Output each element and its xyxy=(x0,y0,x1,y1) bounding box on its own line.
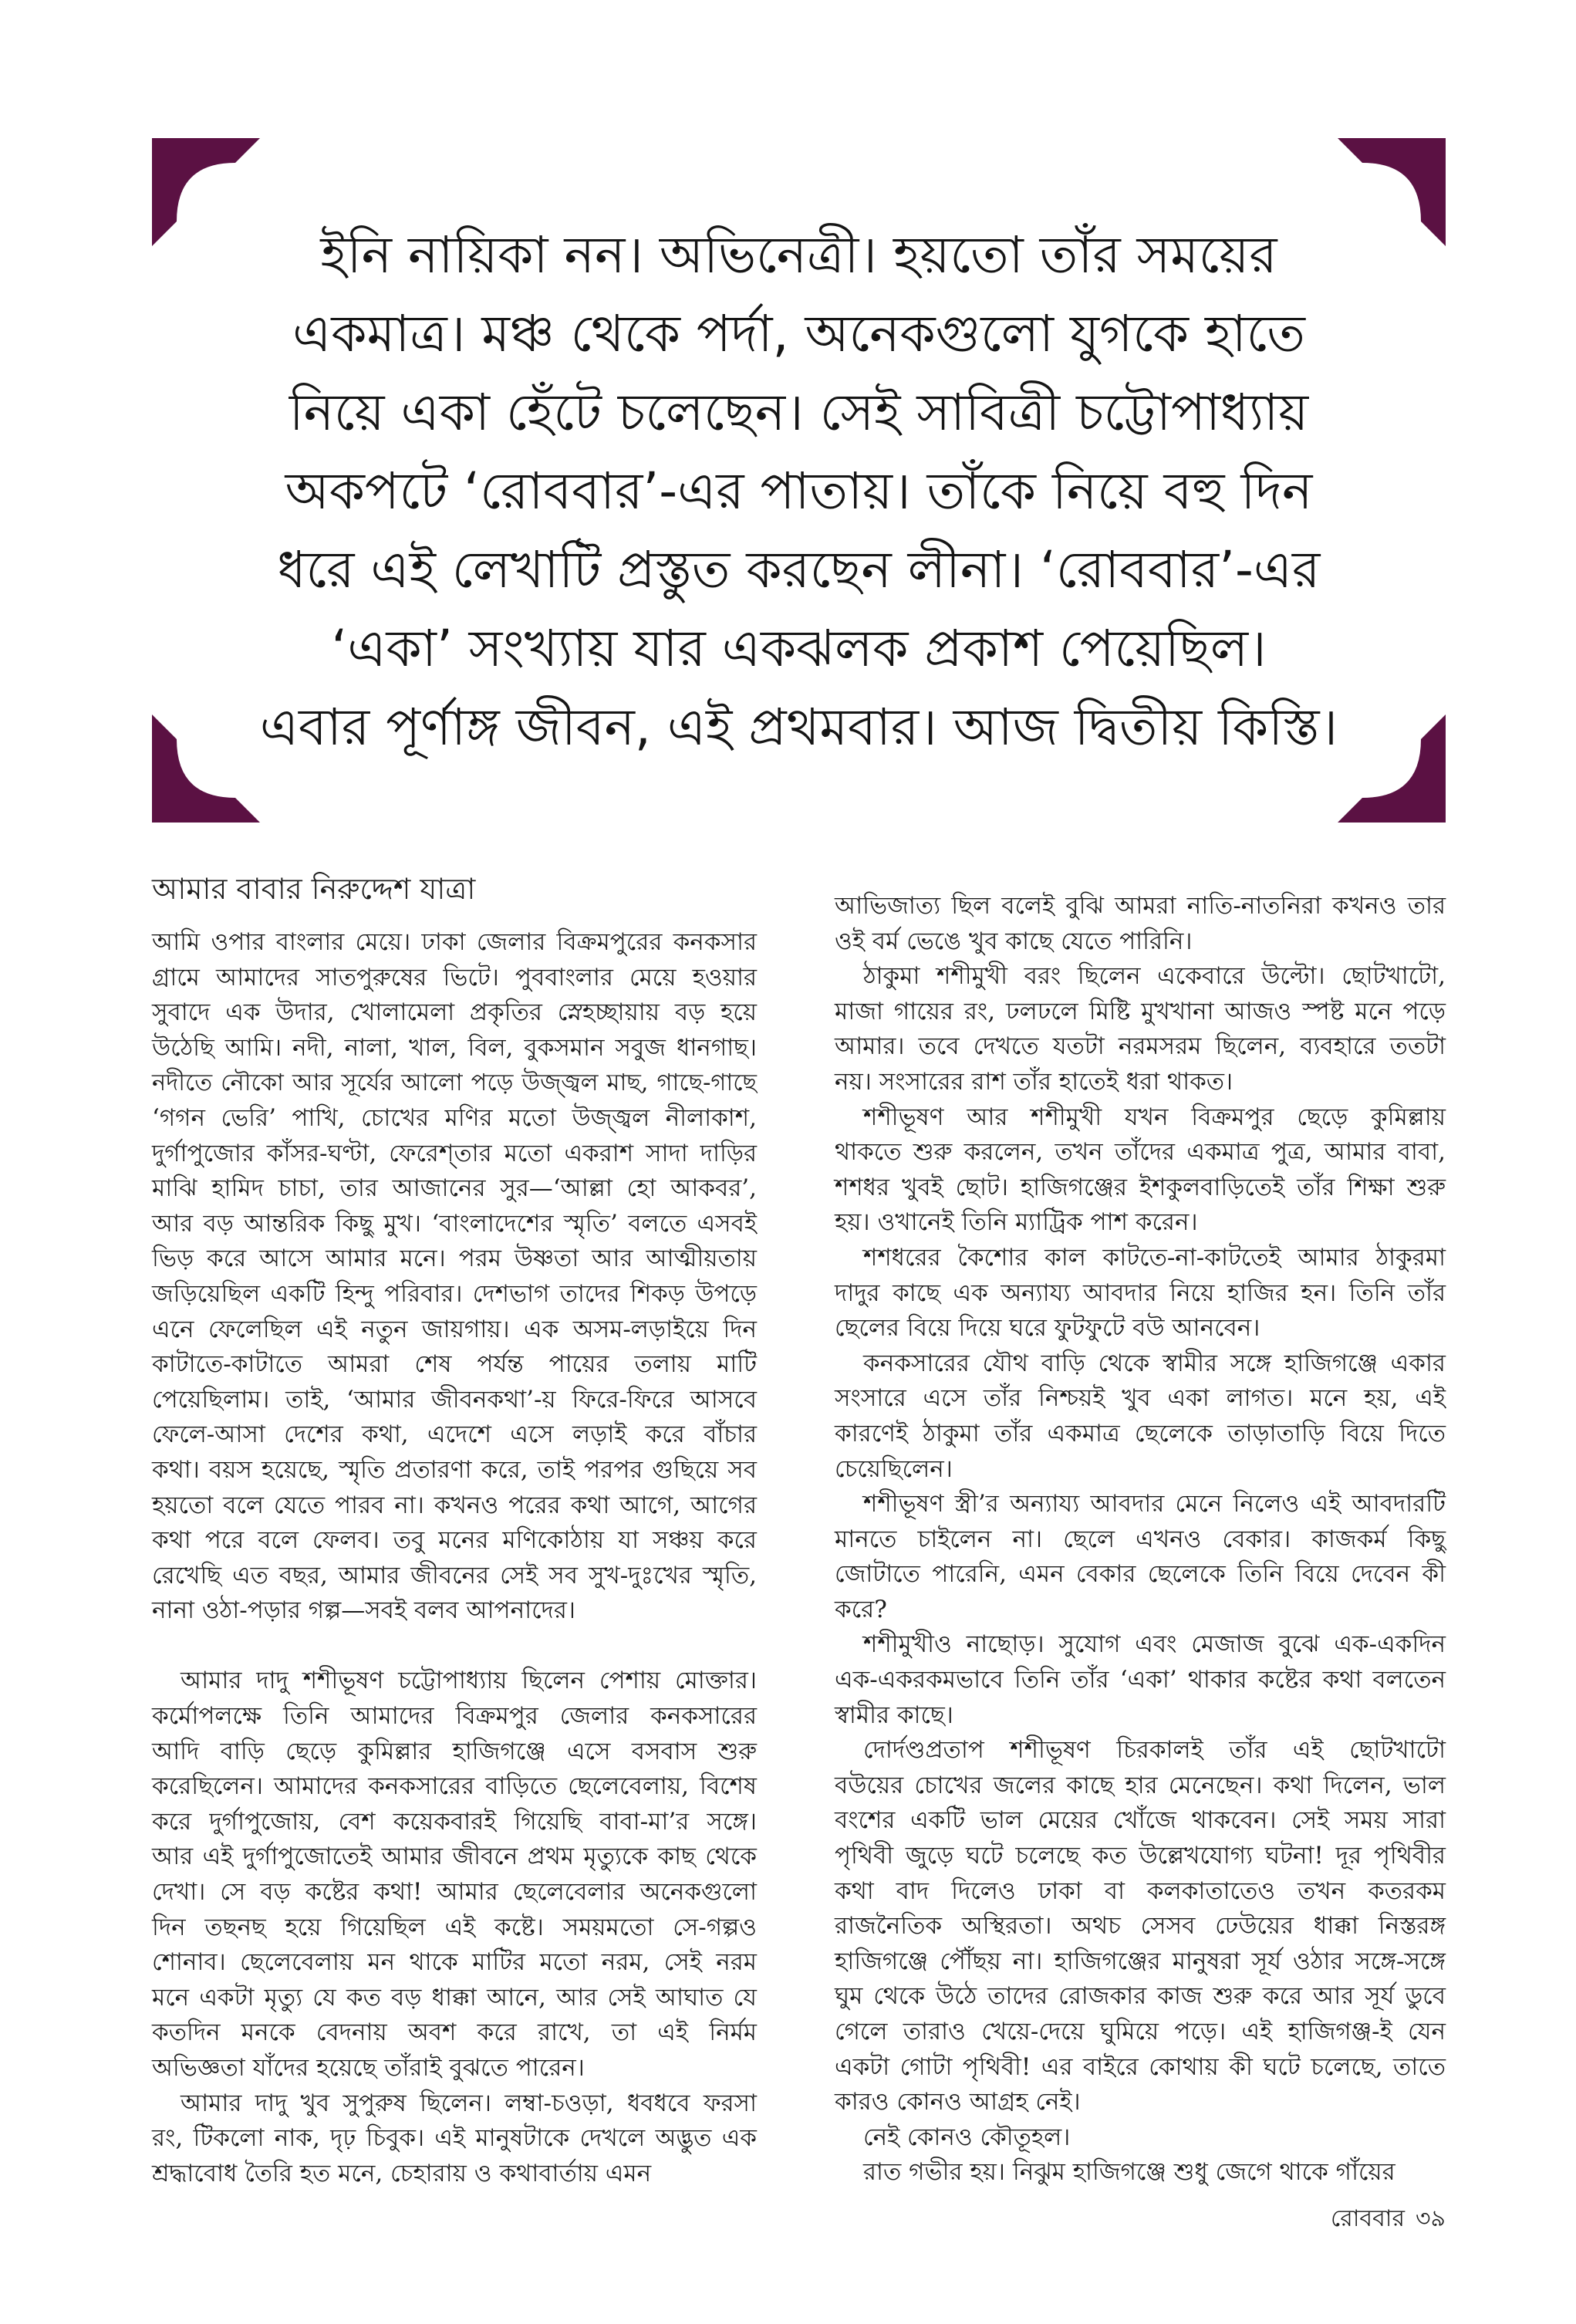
text-line: শশীমুখীও নাছোড়। সুযোগ এবং মেজাজ বুঝে এক-একদিন xyxy=(863,1630,1446,1659)
text-line: মাজা গায়ের রং, ঢলঢলে মিষ্টি মুখখানা আজও স্পষ্ট মনে পড়ে xyxy=(835,997,1446,1025)
paragraph xyxy=(835,2120,1446,2156)
left-column-section-1 xyxy=(152,925,757,1629)
text-line: আমার দাদু শশীভূষণ চট্টোপাধ্যায় ছিলেন পেশায় মোক্তার। xyxy=(181,1667,757,1695)
text-line: বংশের একটি ভাল মেয়ের খোঁজে থাকবেন। সেই সময় সারা xyxy=(835,1806,1446,1835)
text-line: ঘুম থেকে উঠে তাদের রোজকার কাজ শুরু করে আর সূর্য ডুবে xyxy=(835,1982,1446,2011)
text-line: শশীভূষণ স্ত্রী’র অন্যায্য আবদার মেনে নিলেও এই আবদারটি xyxy=(863,1490,1446,1518)
text-line: মাঝি হামিদ চাচা, তার আজানের সুর—‘আল্লা হো আকবর’, xyxy=(152,1174,757,1203)
paragraph xyxy=(835,1487,1446,1627)
text-line: পৃথিবী জুড়ে ঘটে চলেছে কত উল্লেখযোগ্য ঘটনা! দূর পৃথিবীর xyxy=(835,1842,1446,1870)
paragraph xyxy=(835,959,1446,1100)
text-line: কাটাতে-কাটাতে আমরা শেষ পর্যন্ত পায়ের তলায় মাটি xyxy=(152,1350,757,1379)
text-line: জোটাতে পারেনি, এমন বেকার ছেলেকে তিনি বিয়ে দেবেন কী xyxy=(835,1560,1446,1589)
page-footer xyxy=(1331,2201,1446,2238)
text-line: নয়। সংসারের রাশ তাঁর হাতেই ধরা থাকত। xyxy=(835,1067,1233,1096)
text-line: হয়তো বলে যেতে পারব না। কখনও পরের কথা আগে, আগের xyxy=(152,1491,757,1519)
text-line: দুর্গাপুজোর কাঁসর-ঘণ্টা, ফেরেশ্‌তার মতো একরাশ সাদা দাড়ির xyxy=(152,1139,757,1167)
intro-line: এবার পূর্ণাঙ্গ জীবন, এই প্রথমবার। আজ দ্বিতীয় কিস্তি। xyxy=(259,698,1338,757)
intro-standfirst xyxy=(183,216,1415,767)
text-line: কতদিন মনকে বেদনায় অবশ করে রাখে, তা এই নির্মম xyxy=(152,2018,757,2047)
intro-line: একমাত্র। মঞ্চ থেকে পর্দা, অনেকগুলো যুগকে হাতে xyxy=(292,304,1305,363)
text-line: শশধর খুবই ছোট। হাজিগঞ্জের ইশকুলবাড়িতেই তাঁর শিক্ষা শুরু xyxy=(835,1173,1446,1201)
text-line: আর বড় আন্তরিক কিছু মুখ। ‘বাংলাদেশের স্মৃতি’ বলতে এসবই xyxy=(152,1209,757,1238)
text-line: আর এই দুর্গাপুজোতেই আমার জীবনে প্রথম মৃত্যুকে কাছ থেকে xyxy=(152,1843,757,1871)
intro-line: ‘একা’ সংখ্যায় যার একঝলক প্রকাশ পেয়েছিল। xyxy=(331,619,1267,678)
right-column-section xyxy=(835,889,1446,2191)
paragraph xyxy=(152,1664,757,2086)
text-line: নানা ওঠা-পড়ার গল্প—সবই বলব আপনাদের। xyxy=(152,1596,575,1625)
text-line: শশীভূষণ আর শশীমুখী যখন বিক্রমপুর ছেড়ে কুমিল্লায় xyxy=(863,1103,1446,1131)
text-line: দিন তছনছ হয়ে গিয়েছিল এই কষ্টে। সময়মতো সে-গল্পও xyxy=(152,1913,757,1941)
intro-line: অকপটে ‘রোববার’-এর পাতায়। তাঁকে নিয়ে বহু দিন xyxy=(285,461,1313,521)
text-line: দাদুর কাছে এক অন্যায্য আবদার নিয়ে হাজির হন। তিনি তাঁর xyxy=(835,1279,1446,1307)
text-line: করে দুর্গাপুজোয়, বেশ কয়েকবারই গিয়েছি বাবা-মা’র সঙ্গে। xyxy=(152,1807,757,1836)
text-line: রেখেছি এত বছর, আমার জীবনের সেই সব সুখ-দুঃখের স্মৃতি, xyxy=(152,1561,757,1589)
text-line: গ্রামে আমাদের সাতপুরুষের ভিটে। পুববাংলার মেয়ে হওয়ার xyxy=(152,963,757,991)
text-line: কারণেই ঠাকুমা তাঁর একমাত্র ছেলেকে তাড়াতাড়ি বিয়ে দিতে xyxy=(835,1419,1446,1447)
paragraph xyxy=(835,1346,1446,1487)
intro-line: নিয়ে একা হেঁটে চলেছেন। সেই সাবিত্রী চট্টোপাধ্যায় xyxy=(289,383,1309,442)
text-line: শ্রদ্ধাবোধ তৈরি হত মনে, চেহারায় ও কথাবার্তায় এমন xyxy=(152,2159,652,2187)
paragraph xyxy=(835,1627,1446,1733)
text-line: করে? xyxy=(835,1595,887,1623)
text-line: নেই কোনও কৌতূহল। xyxy=(863,2123,1071,2151)
text-line: শশধরের কৈশোর কাল কাটতে-না-কাটতেই আমার ঠাকুরমা xyxy=(863,1243,1446,1272)
text-line: হয়। ওখানেই তিনি ম্যাট্রিক পাশ করেন। xyxy=(835,1208,1198,1237)
text-line: আমি ওপার বাংলার মেয়ে। ঢাকা জেলার বিক্রমপুরের কনকসার xyxy=(152,928,757,956)
text-line: মনে একটা মৃত্যু যে কত বড় ধাক্কা আনে, আর সেই আঘাত যে xyxy=(152,1983,757,2012)
text-line: কথা বাদ দিলেও ঢাকা বা কলকাতাতেও তখন কতরকম xyxy=(835,1876,1446,1905)
text-line: কর্মোপলক্ষে তিনি আমাদের বিক্রমপুর জেলার কনকসারের xyxy=(152,1702,757,1731)
paragraph xyxy=(835,889,1446,959)
text-line: ঠাকুমা শশীমুখী বরং ছিলেন একেবারে উল্টো। ছোটখাটো, xyxy=(863,962,1446,991)
text-line: গেলে তারাও খেয়ে-দেয়ে ঘুমিয়ে পড়ে। এই হাজিগঞ্জ-ই যেন xyxy=(835,2018,1446,2045)
text-line: মানতে চাইলেন না। ছেলে এখনও বেকার। কাজকর্ম কিছু xyxy=(835,1525,1446,1553)
text-line: উঠেছি আমি। নদী, নালা, খাল, বিল, বুকসমান সবুজ ধানগাছ। xyxy=(152,1033,757,1062)
text-line: এক-একরকমভাবে তিনি তাঁর ‘একা’ থাকার কষ্টের কথা বলতেন xyxy=(835,1666,1446,1694)
text-line: করেছিলেন। আমাদের কনকসারের বাড়িতে ছেলেবেলায়, বিশেষ xyxy=(152,1772,757,1801)
text-line: সংসারে এসে তাঁর নিশ্চয়ই খুব একা লাগত। মনে হয়, এই xyxy=(835,1384,1446,1413)
text-line: কারও কোনও আগ্রহ নেই। xyxy=(835,2088,1081,2116)
article-heading: আমার বাবার নিরুদ্দেশ যাত্রা xyxy=(152,872,476,906)
text-line: আদি বাড়ি ছেড়ে কুমিল্লার হাজিগঞ্জে এসে বসবাস শুরু xyxy=(152,1737,757,1765)
right-column xyxy=(835,889,1446,2191)
text-line: ভিড় করে আসে আমার মনে। পরম উষ্ণতা আর আত্মীয়তায় xyxy=(152,1245,757,1273)
text-line: ছেলের বিয়ে দিয়ে ঘরে ফুটফুটে বউ আনবেন। xyxy=(835,1314,1260,1343)
text-line: আভিজাত্য ছিল বলেই বুঝি আমরা নাতি-নাতনিরা কখনও তার xyxy=(835,892,1446,920)
intro-line: ইনি নায়িকা নন। অভিনেত্রী। হয়তো তাঁর সময়ের xyxy=(320,225,1277,285)
text-line: কথা পরে বলে ফেলব। তবু মনের মণিকোঠায় যা সঞ্চয় করে xyxy=(152,1526,757,1555)
paragraph xyxy=(835,1733,1446,2120)
paragraph xyxy=(835,1100,1446,1241)
text-line: দোর্দণ্ডপ্রতাপ শশীভূষণ চিরকালই তাঁর এই ছোটখাটো xyxy=(863,1736,1446,1765)
text-line: ‘গগন ভেরি’ পাখি, চোখের মণির মতো উজ্জ্বল নীলাকাশ, xyxy=(152,1103,757,1132)
text-line: থাকতে শুরু করলেন, তখন তাঁদের একমাত্র পুত্র, আমার বাবা, xyxy=(835,1138,1446,1167)
text-line: চেয়েছিলেন। xyxy=(835,1454,953,1483)
text-line: জড়িয়েছিল একটি হিন্দু পরিবার। দেশভাগ তাদের শিকড় উপড়ে xyxy=(152,1279,757,1308)
text-line: এনে ফেলেছিল এই নতুন জায়গায়। এক অসম-লড়াইয়ে দিন xyxy=(152,1315,757,1343)
text-line: রং, টিকলো নাক, দৃঢ় চিবুক। এই মানুষটাকে দেখলে অদ্ভুত এক xyxy=(152,2124,757,2153)
text-line: রাজনৈতিক অস্থিরতা। অথচ সেসব ঢেউয়ের ধাক্কা নিস্তরঙ্গ xyxy=(835,1912,1446,1941)
text-line: আমার। তবে দেখতে যতটা নরমসরম ছিলেন, ব্যবহারে ততটা xyxy=(835,1032,1446,1061)
magazine-name: রোববার xyxy=(1331,2205,1406,2232)
page-number: ৩৯ xyxy=(1416,2205,1446,2232)
text-line: কনকসারের যৌথ বাড়ি থেকে স্বামীর সঙ্গে হাজিগঞ্জে একার xyxy=(863,1349,1446,1377)
text-line: হাজিগঞ্জে পৌঁছয় না। হাজিগঞ্জের মানুষরা সূর্য ওঠার সঙ্গে-সঙ্গে xyxy=(835,1947,1446,1975)
text-line: রাত গভীর হয়। নিঝুম হাজিগঞ্জে শুধু জেগে থাকে গাঁয়ের xyxy=(863,2158,1395,2187)
intro-line: ধরে এই লেখাটি প্রস্তুত করছেন লীনা। ‘রোববার’-এর xyxy=(277,540,1321,600)
paragraph xyxy=(152,925,757,1629)
text-line: বউয়ের চোখের জলের কাছে হার মেনেছেন। কথা দিলেন, ভাল xyxy=(835,1771,1446,1799)
text-line: পেয়েছিলাম। তাই, ‘আমার জীবনকথা’-য় ফিরে-ফিরে আসবে xyxy=(152,1385,757,1414)
paragraph xyxy=(835,1241,1446,1346)
text-line: আমার দাদু খুব সুপুরুষ ছিলেন। লম্বা-চওড়া, ধবধবে ফরসা xyxy=(181,2089,757,2117)
paragraph xyxy=(835,2155,1446,2191)
text-line: ওই বর্ম ভেঙে খুব কাছে যেতে পারিনি। xyxy=(835,927,1193,955)
left-column-section-2 xyxy=(152,1664,757,2191)
text-line: শোনাব। ছেলেবেলায় মন থাকে মাটির মতো নরম, সেই নরম xyxy=(152,1948,757,1977)
paragraph xyxy=(152,2086,757,2192)
text-line: দেখা। সে বড় কষ্টের কথা! আমার ছেলেবেলার অনেকগুলো xyxy=(152,1878,757,1907)
text-line: স্বামীর কাছে। xyxy=(835,1701,953,1729)
left-column xyxy=(152,925,757,2191)
text-line: ফেলে-আসা দেশের কথা, এদেশে এসে লড়াই করে বাঁচার xyxy=(152,1420,757,1449)
text-line: সুবাদে এক উদার, খোলামেলা প্রকৃতির স্নেহচ্ছায়ায় বড় হয়ে xyxy=(152,998,757,1027)
text-line: একটা গোটা পৃথিবী! এর বাইরে কোথায় কী ঘটে চলেছে, তাতে xyxy=(835,2052,1446,2081)
text-line: কথা। বয়স হয়েছে, স্মৃতি প্রতারণা করে, তাই পরপর গুছিয়ে সব xyxy=(152,1455,757,1484)
text-line: অভিজ্ঞতা যাঁদের হয়েছে তাঁরাই বুঝতে পারেন। xyxy=(152,2054,585,2082)
text-line: নদীতে নৌকো আর সূর্যের আলো পড়ে উজ্জ্বল মাছ, গাছে-গাছে xyxy=(152,1069,757,1097)
